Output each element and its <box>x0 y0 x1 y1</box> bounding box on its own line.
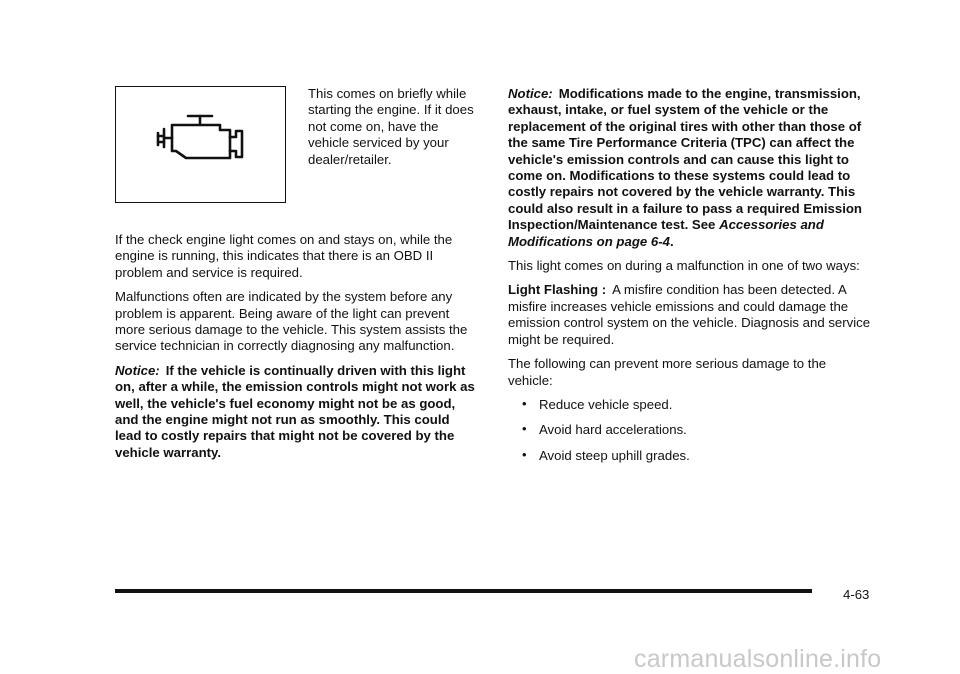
icon-caption: This comes on briefly while starting the engine. If it does not come on, have the vehicle serviced by your dealer/retailer. <box>308 86 474 167</box>
prevention-list <box>508 397 873 464</box>
left-column <box>115 232 475 469</box>
prevent-damage-paragraph: The following can prevent more serious damage to the vehicle: <box>508 356 827 388</box>
page-reference-link[interactable]: Accessories and Modifications on page 6-4 <box>508 217 824 249</box>
list-item: • Avoid steep uphill grades. <box>522 448 873 464</box>
right-column <box>508 86 873 473</box>
light-flashing-paragraph <box>508 282 873 348</box>
list-item: • Avoid hard accelerations. <box>522 422 873 438</box>
notice-label: Notice: <box>508 86 553 101</box>
malfunction-paragraph: Malfunctions often are indicated by the system before any problem is apparent. Being aware of the light can prevent more serious damage to the vehicle. This system assists the service technician in correctly diagnosing any malfunction. <box>115 289 468 354</box>
check-engine-icon-box <box>115 86 286 203</box>
notice-end: . <box>669 233 674 249</box>
page-number: 4-63 <box>843 587 870 602</box>
notice-label: Notice: <box>115 362 160 378</box>
notice-paragraph <box>115 363 475 461</box>
watermark: carmanualsonline.info <box>634 645 882 673</box>
check-engine-paragraph: If the check engine light comes on and stays on, while the engine is running, this indicates that there is an OBD II problem and service is required. <box>115 232 453 280</box>
footer-rule <box>115 589 812 593</box>
notice-text: Modifications made to the engine, transmission, exhaust, intake, or fuel system of the vehicle or the replacement of the original tires with other than those of the same Tire Performance Criteria (TPC) can affect the vehicle's emission controls and can cause this light to come on. Modifications to these systems could lead to costly repairs not covered by the vehicle warranty. This could also result in a failure to pass a required Emission Inspection/Maintenance test. See <box>508 86 862 233</box>
modifications-notice <box>508 86 873 250</box>
malfunction-ways-paragraph: This light comes on during a malfunction in one of two ways: <box>508 258 860 274</box>
term-text: A misfire condition has been detected. A misfire increases vehicle emissions and could damage the emission control system on the vehicle. Diagnosis and service might be required. <box>508 282 871 347</box>
check-engine-icon <box>150 109 254 165</box>
notice-text: If the vehicle is continually driven with this light on, after a while, the emission controls might not work as well, the vehicle's fuel economy might not be as good, and the engine might not run as smoothly. This could lead to costly repairs that might not be covered by the vehicle warranty. <box>115 362 475 460</box>
term-label: Light Flashing : <box>508 282 607 298</box>
list-item: • Reduce vehicle speed. <box>522 397 873 413</box>
